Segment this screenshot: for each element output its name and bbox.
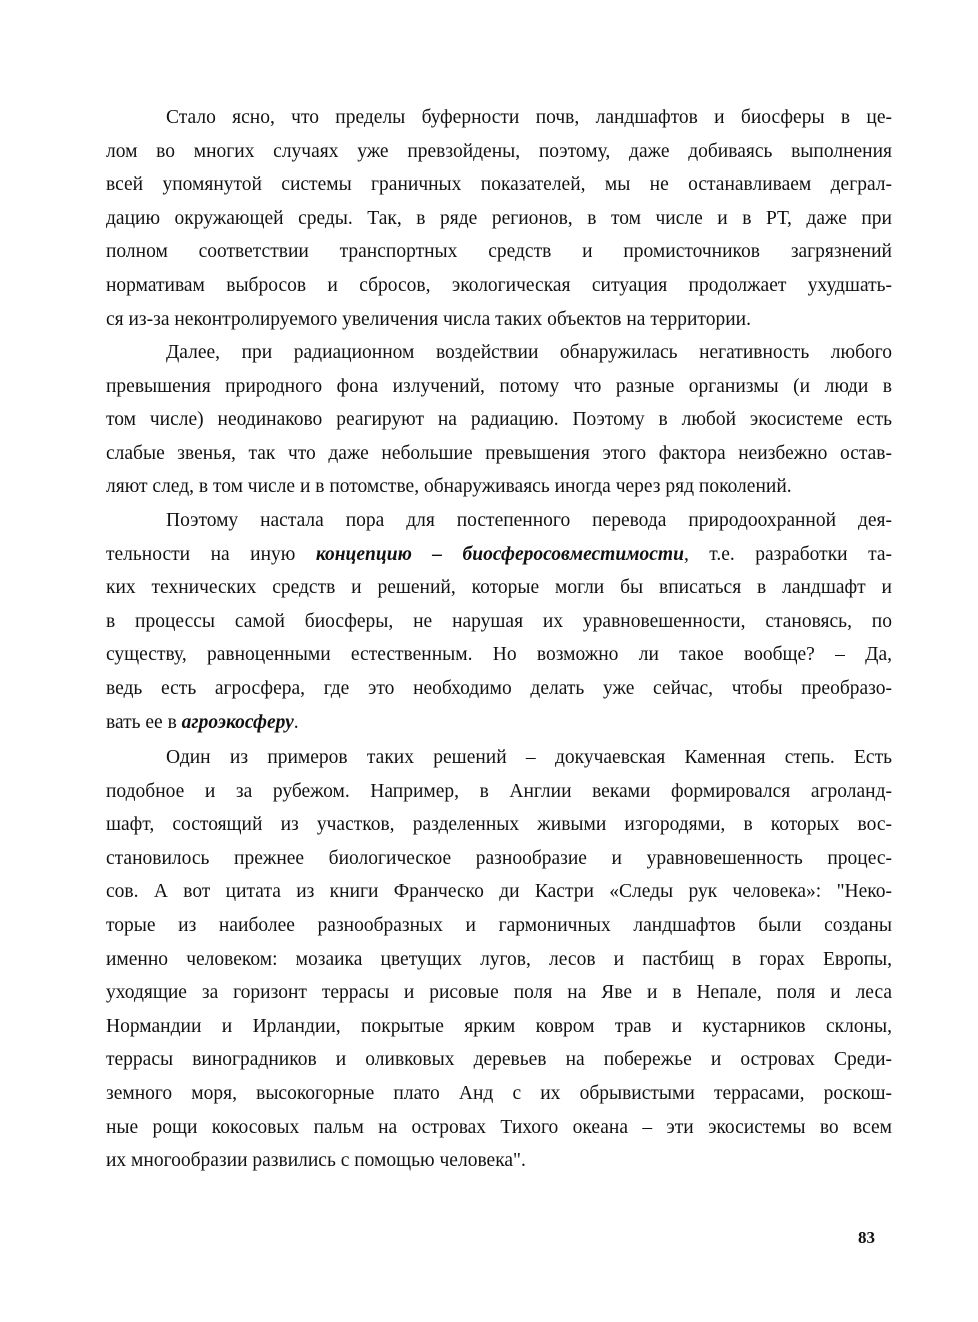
text-line	[106, 706, 892, 740]
paragraph-4	[106, 741, 892, 1178]
emphasis-concept: концепцию – биосферосовместимости	[315, 543, 684, 565]
text-line: становилось прежнее биологическое разнообразие и уравновешенность процес-	[106, 847, 892, 869]
text-line: ведь есть агросфера, где это необходимо делать уже сейчас, чтобы преобразо-	[106, 677, 892, 699]
paragraph-3	[106, 504, 892, 739]
page-number: 83	[858, 1228, 875, 1247]
text-line: террасы виноградников и оливковых деревьев на побережье и островах Среди-	[106, 1049, 892, 1071]
text-line: земного моря, высокогорные плато Анд с их обрывистыми террасами, роскош-	[106, 1082, 892, 1104]
text-line: дацию окружающей среды. Так, в ряде регионов, в том числе и в РТ, даже при	[106, 207, 892, 229]
text-run: , т.е. разработки та-	[683, 543, 892, 565]
text-line: шафт, состоящий из участков, разделенных живыми изгородями, в которых вос-	[106, 814, 892, 836]
text-line: слабые звенья, так что даже небольшие превышения этого фактора неизбежно остав-	[106, 442, 892, 464]
text-line: ся из-за неконтролируемого увеличения числа таких объектов на территории.	[106, 308, 751, 330]
text-run: вать ее в	[106, 711, 182, 733]
paragraph-1	[106, 101, 892, 336]
text-line: нормативам выбросов и сбросов, экологическая ситуация продолжает ухудшать-	[106, 274, 892, 296]
text-run: .	[293, 711, 299, 733]
text-line: их многообразии развились с помощью человека".	[106, 1150, 526, 1172]
text-line: полном соответствии транспортных средств и промисточников загрязнений	[106, 241, 892, 263]
text-line: существу, равноценными естественным. Но возможно ли такое вообще? – Да,	[106, 644, 892, 666]
text-line: лом во многих случаях уже превзойдены, поэтому, даже добиваясь выполнения	[106, 140, 892, 162]
text-run: тельности на иную	[106, 543, 316, 565]
text-line	[106, 538, 892, 572]
paragraph-2	[106, 336, 892, 504]
text-line: ляют след, в том числе и в потомстве, обнаруживаясь иногда через ряд поколений.	[106, 476, 792, 498]
text-line: ких технических средств и решений, которые могли бы вписаться в ландшафт и	[106, 577, 892, 599]
text-line: Нормандии и Ирландии, покрытые ярким ковром трав и кустарников склоны,	[106, 1015, 892, 1037]
emphasis-term: агроэкосферу	[181, 711, 294, 733]
text-line: уходящие за горизонт террасы и рисовые поля на Яве и в Непале, поля и леса	[106, 982, 892, 1004]
text-line: Стало ясно, что пределы буферности почв, ландшафтов и биосферы в це-	[166, 107, 892, 128]
text-line: Один из примеров таких решений – докучаевская Каменная степь. Есть	[166, 747, 892, 768]
text-line: в процессы самой биосферы, не нарушая их уравновешенности, становясь, по	[106, 610, 892, 632]
text-line: том числе) неодинаково реагируют на радиацию. Поэтому в любой экосистеме есть	[106, 409, 892, 431]
text-line: подобное и за рубежом. Например, в Англии веками формировался агроланд-	[106, 780, 892, 802]
text-line: Поэтому настала пора для постепенного перевода природоохранной дея-	[166, 510, 892, 531]
text-line: сов. А вот цитата из книги Франческо ди Кастри «Следы рук человека»: "Неко-	[106, 881, 892, 903]
text-line: торые из наиболее разнообразных и гармоничных ландшафтов были созданы	[106, 914, 892, 936]
text-line: Далее, при радиационном воздействии обнаружилась негативность любого	[166, 342, 892, 363]
text-line: всей упомянутой системы граничных показателей, мы не останавливаем деграл-	[106, 174, 892, 196]
text-line: ные рощи кокосовых пальм на островах Тихого океана – эти экосистемы во всем	[106, 1116, 892, 1138]
text-line: именно человеком: мозаика цветущих лугов, лесов и пастбищ в горах Европы,	[106, 948, 892, 970]
text-line: превышения природного фона излучений, потому что разные организмы (и люди в	[106, 375, 892, 397]
